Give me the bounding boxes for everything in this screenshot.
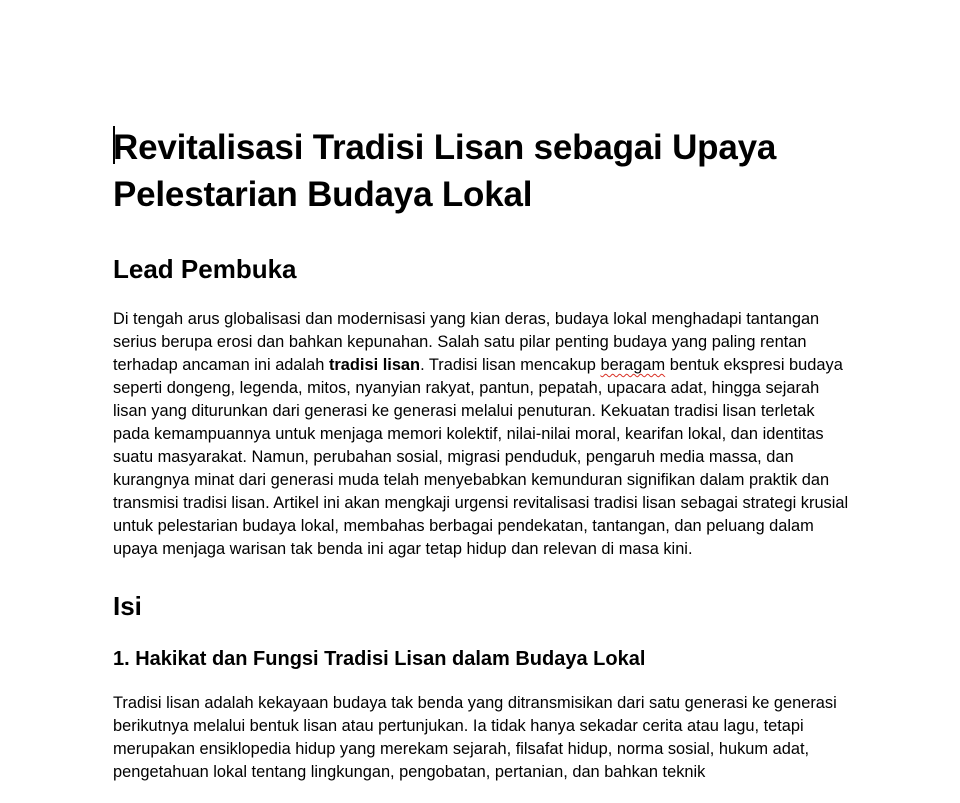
document-title[interactable]: Revitalisasi Tradisi Lisan sebagai Upaya Pelestarian Budaya Lokal [113,128,777,214]
lead-text-middle: . Tradisi lisan mencakup [420,356,601,374]
section-1-heading[interactable]: 1. Hakikat dan Fungsi Tradisi Lisan dalam Budaya Lokal [113,648,646,670]
heading-lead[interactable]: Lead Pembuka [113,254,297,284]
document-page[interactable] [113,124,853,784]
lead-bold-term: tradisi lisan [328,356,421,374]
lead-paragraph[interactable] [113,308,853,561]
lead-text-start: Di tengah arus globalisasi dan modernisasi yang kian deras, budaya lokal menghadapi tantangan serius berupa erosi dan bahkan kepunahan. Salah satu pilar penting budaya yang paling rentan terhadap ancaman ini adalah [113,310,820,374]
heading-isi[interactable]: Isi [113,591,142,621]
lead-text-end: bentuk ekspresi budaya seperti dongeng, legenda, mitos, nyanyian rakyat, pantun, pepatah, upacara adat, hingga sejarah lisan yang diturunkan dari generasi ke generasi melalui penuturan. Kekuatan tradisi lisan terletak pada kemampuannya untuk menjaga memori kolektif, nilai-nilai moral, kearifan lokal, dan identitas suatu masyarakat. Namun, perubahan sosial, migrasi penduduk, pengaruh media massa, dan kurangnya minat dari generasi muda telah menyebabkan kemunduran signifikan dalam praktik dan transmisi tradisi lisan. Artikel ini akan mengkaji urgensi revitalisasi tradisi lisan sebagai strategi krusial untuk pelestarian budaya lokal, membahas berbagai pendekatan, tantangan, dan peluang dalam upaya menjaga warisan tak benda ini agar tetap hidup dan relevan di masa kini. [113,356,849,558]
spellcheck-word[interactable]: beragam [600,356,666,374]
section-1-paragraph[interactable]: Tradisi lisan adalah kekayaan budaya tak benda yang ditransmisikan dari satu generasi ke generasi berikutnya melalui bentuk lisan atau pertunjukan. Ia tidak hanya sekadar cerita atau lagu, tetapi merupakan ensiklopedia hidup yang merekam sejarah, filsafat hidup, norma sosial, hukum adat, pengetahuan lokal tentang lingkungan, pengobatan, pertanian, dan bahkan teknik [113,694,837,781]
